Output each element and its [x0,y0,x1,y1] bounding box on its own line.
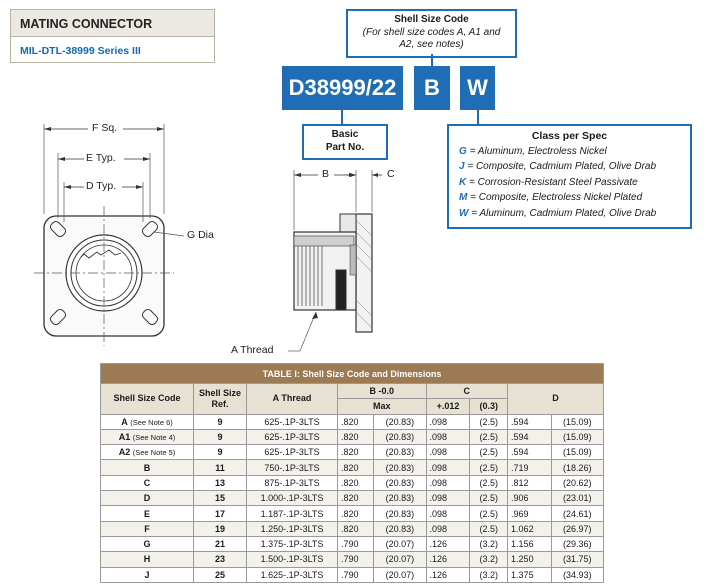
cell-b-mm: (20.83) [374,475,426,490]
cell-shell-code [101,536,194,551]
cell-thread: 1.625-.1P-3LTS [247,567,338,582]
cell-d-mm: (23.01) [551,491,603,506]
class-code-letter: J [459,161,465,172]
base-part-number: D38999/22 [288,75,397,100]
cell-d-mm: (29.36) [551,536,603,551]
col-c-mm: (0.3) [470,399,508,414]
table-row [101,536,604,551]
table-row [101,460,604,475]
cell-shell-code [101,429,194,444]
cell-thread: 625-.1P-3LTS [247,414,338,429]
shell-code-note: (See Note 5) [132,448,176,458]
a-thread-label: A Thread [231,344,274,356]
cell-ref: 13 [194,475,247,490]
cell-c-mm: (3.2) [470,536,508,551]
cell-b-mm: (20.83) [374,414,426,429]
cell-c-mm: (2.5) [470,491,508,506]
shell-code: J [144,569,150,580]
cell-ref: 17 [194,506,247,521]
cell-c-mm: (2.5) [470,429,508,444]
basic-part-line-2: Part No. [325,141,365,153]
table-row [101,475,604,490]
class-description: = Composite, Cadmium Plated, Olive Drab [467,161,657,172]
cell-c-mm: (3.2) [470,567,508,582]
cell-d-mm: (15.09) [551,445,603,460]
shell-code: E [143,508,150,519]
cell-b: .820 [338,491,374,506]
e-typ-label: E Typ. [86,152,116,164]
cell-thread: 1.500-.1P-3LTS [247,552,338,567]
cell-c: .126 [426,536,470,551]
table-row [101,414,604,429]
cell-shell-code [101,414,194,429]
cell-d: .594 [508,429,552,444]
cell-c: .098 [426,445,470,460]
cell-c: .098 [426,491,470,506]
cell-b: .820 [338,460,374,475]
d-typ-label: D Typ. [86,180,117,192]
cell-d-mm: (15.09) [551,429,603,444]
cell-shell-code [101,567,194,582]
class-per-spec-title: Class per Spec [531,130,608,142]
cell-b-mm: (20.83) [374,521,426,536]
cell-ref: 9 [194,445,247,460]
cell-d: 1.250 [508,552,552,567]
class-code-letter: W [459,207,469,219]
cell-shell-code [101,491,194,506]
b-label: B [322,168,330,180]
shell-code-note: (See Note 4) [132,433,176,443]
table-row [101,552,604,567]
table-row [101,429,604,444]
cell-d: .969 [508,506,552,521]
cell-d-mm: (18.26) [551,460,603,475]
class-code: W [467,75,488,100]
table-row [101,491,604,506]
shell-code-note: (See Note 6) [130,417,173,427]
cell-b: .820 [338,521,374,536]
cell-d-mm: (24.61) [551,506,603,521]
shell-code: A [121,416,128,427]
class-description: = Aluminum, Electroless Nickel [469,145,607,157]
table-row [101,567,604,582]
shell-size-code-title: Shell Size Code [394,14,469,25]
c-label: C [387,168,395,180]
cell-d: .594 [508,445,552,460]
cell-thread: 750-.1P-3LTS [247,460,338,475]
table-title: TABLE I: Shell Size Code and Dimensions [101,364,604,384]
col-shell-ref: Shell Size Ref. [194,384,247,415]
cell-c-mm: (2.5) [470,445,508,460]
basic-part-line-1: Basic [331,129,359,140]
cell-c-mm: (2.5) [470,414,508,429]
col-a-thread: A Thread [247,384,338,415]
cell-shell-code [101,521,194,536]
cell-ref: 21 [194,536,247,551]
cell-shell-code [101,460,194,475]
cell-shell-code [101,552,194,567]
shell-code: G [143,539,151,550]
cell-b: .820 [338,414,374,429]
cell-ref: 9 [194,414,247,429]
cell-c: .098 [426,429,470,444]
cell-d: 1.062 [508,521,552,536]
f-square-label: F Sq. [92,122,118,134]
cell-b: .790 [338,536,374,551]
cell-d-mm: (26.97) [551,521,603,536]
cell-shell-code [101,506,194,521]
cell-thread: 875-.1P-3LTS [247,475,338,490]
shell-code: B [143,462,151,473]
cell-d-mm: (34.93) [551,567,603,582]
cell-c: .098 [426,506,470,521]
cell-c: .126 [426,567,470,582]
cell-b: .820 [338,506,374,521]
cell-c-mm: (2.5) [470,521,508,536]
cell-b-mm: (20.83) [374,460,426,475]
col-c-tol: +.012 [426,399,470,414]
cell-d: .812 [508,475,552,490]
cell-ref: 19 [194,521,247,536]
side-view [288,170,382,351]
cell-d-mm: (15.09) [551,414,603,429]
class-code-letter: K [459,176,467,188]
cell-b-mm: (20.07) [374,536,426,551]
cell-thread: 1.250-.1P-3LTS [247,521,338,536]
cell-ref: 11 [194,460,247,475]
shell-code: A2 [118,447,131,458]
g-dia-label: G Dia [187,229,214,241]
cell-b-mm: (20.83) [374,506,426,521]
cell-d: .594 [508,414,552,429]
cell-shell-code [101,445,194,460]
cell-c: .098 [426,475,470,490]
table-row [101,506,604,521]
shell-size-code-note-2: A2, see notes) [399,39,464,50]
cell-c: .098 [426,460,470,475]
cell-d: .906 [508,491,552,506]
col-shell-code: Shell Size Code [101,384,194,415]
cell-c-mm: (3.2) [470,552,508,567]
class-code-letter: M [459,192,468,203]
cell-ref: 9 [194,429,247,444]
cell-b-mm: (20.83) [374,445,426,460]
cell-c-mm: (2.5) [470,460,508,475]
table-row [101,445,604,460]
col-d: D [508,384,604,415]
col-b: B -0.0 [338,384,427,399]
size-code: B [424,75,440,100]
cell-d: 1.156 [508,536,552,551]
class-code-letter: G [459,145,467,157]
cell-c: .098 [426,521,470,536]
page-subtitle: MIL-DTL-38999 Series III [20,45,141,57]
cell-b: .790 [338,567,374,582]
class-description: = Composite, Electroless Nickel Plated [470,192,643,203]
cell-thread: 1.187-.1P-3LTS [247,506,338,521]
cell-thread: 625-.1P-3LTS [247,429,338,444]
cell-d-mm: (20.62) [551,475,603,490]
cell-d: .719 [508,460,552,475]
cell-thread: 1.375-.1P-3LTS [247,536,338,551]
shell-code: H [143,554,151,565]
cell-shell-code [101,475,194,490]
cell-d-mm: (31.75) [551,552,603,567]
cell-b: .820 [338,445,374,460]
cell-c-mm: (2.5) [470,506,508,521]
cell-b: .790 [338,552,374,567]
col-b-max: Max [338,399,427,414]
cell-b-mm: (20.83) [374,491,426,506]
cell-b-mm: (20.07) [374,567,426,582]
cell-ref: 25 [194,567,247,582]
cell-ref: 15 [194,491,247,506]
shell-code: C [143,477,151,488]
cell-thread: 1.000-.1P-3LTS [247,491,338,506]
cell-c: .126 [426,552,470,567]
callout-connectors [342,54,478,124]
class-description: = Aluminum, Cadmium Plated, Olive Drab [471,207,657,219]
cell-b: .820 [338,475,374,490]
shell-code: F [144,523,150,534]
cell-b: .820 [338,429,374,444]
cell-thread: 625-.1P-3LTS [247,445,338,460]
page-title: MATING CONNECTOR [20,17,153,31]
cell-ref: 23 [194,552,247,567]
shell-code: D [143,493,151,504]
shell-code: A1 [118,432,131,443]
table-body [101,414,604,582]
dimensions-table [100,363,604,583]
cell-c: .098 [426,414,470,429]
table-row [101,521,604,536]
cell-b-mm: (20.83) [374,429,426,444]
cell-d: 1.375 [508,567,552,582]
shell-size-code-note-1: (For shell size codes A, A1 and [362,26,501,38]
cell-b-mm: (20.07) [374,552,426,567]
cell-c-mm: (2.5) [470,475,508,490]
col-c: C [426,384,508,399]
class-description: = Corrosion-Resistant Steel Passivate [469,176,638,188]
